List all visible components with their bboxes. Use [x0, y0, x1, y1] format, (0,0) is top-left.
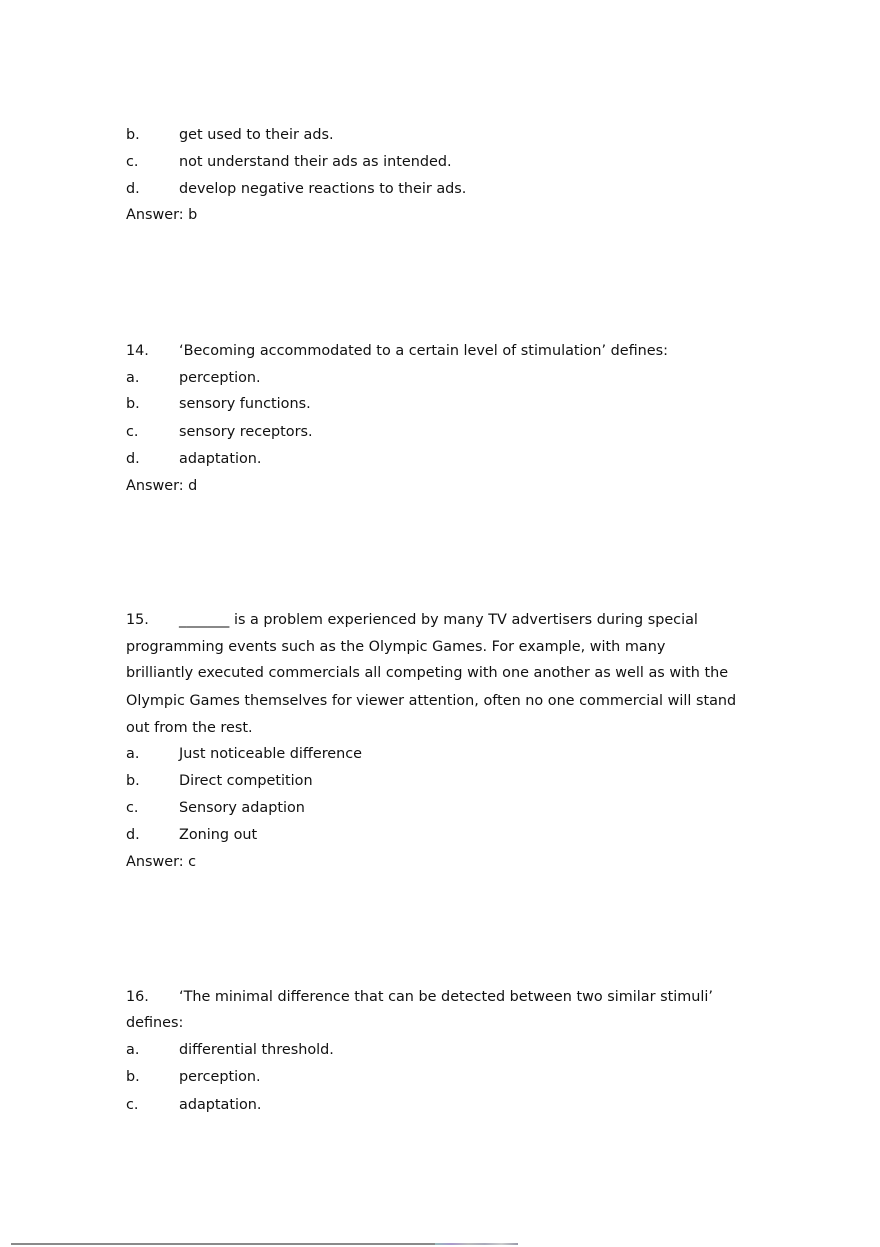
- question-number: 15.: [126, 612, 149, 628]
- option-text: sensory functions.: [179, 396, 311, 412]
- option-text: Direct competition: [179, 773, 313, 789]
- question-stem-line: Olympic Games themselves for viewer attention, often no one commercial will stand: [126, 693, 737, 709]
- option-text: develop negative reactions to their ads.: [179, 181, 467, 197]
- question-number: 16.: [126, 989, 149, 1005]
- question-stem-line: brilliantly executed commercials all competing with one another as well as with the: [126, 665, 729, 681]
- option-letter: b.: [126, 1069, 140, 1085]
- option-text: perception.: [179, 370, 261, 386]
- option-text: sensory receptors.: [179, 424, 313, 440]
- option-text: adaptation.: [179, 1097, 262, 1113]
- option-letter: c.: [126, 800, 139, 816]
- option-letter: d.: [126, 181, 140, 197]
- question-stem-line: out from the rest.: [126, 720, 253, 736]
- option-text: Just noticeable difference: [179, 746, 363, 762]
- option-letter: a.: [126, 370, 140, 386]
- page-footer-divider-end: [435, 1243, 518, 1245]
- option-text: perception.: [179, 1069, 261, 1085]
- option-text: get used to their ads.: [179, 127, 334, 143]
- answer: Answer: d: [126, 478, 198, 494]
- question-stem: ‘Becoming accommodated to a certain level of stimulation’ defines:: [179, 343, 668, 359]
- question-stem-line: programming events such as the Olympic Games. For example, with many: [126, 639, 666, 655]
- question-number: 14.: [126, 343, 149, 359]
- option-letter: b.: [126, 127, 140, 143]
- option-text: differential threshold.: [179, 1042, 334, 1058]
- question-stem-line: ‘The minimal difference that can be detected between two similar stimuli’: [179, 989, 713, 1005]
- option-text: not understand their ads as intended.: [179, 154, 452, 170]
- answer: Answer: b: [126, 207, 198, 223]
- answer: Answer: c: [126, 854, 197, 870]
- question-stem-line: defines:: [126, 1015, 184, 1031]
- option-letter: a.: [126, 1042, 140, 1058]
- option-letter: c.: [126, 424, 139, 440]
- option-text: Zoning out: [179, 827, 258, 843]
- option-letter: d.: [126, 827, 140, 843]
- option-letter: a.: [126, 746, 140, 762]
- option-letter: c.: [126, 154, 139, 170]
- option-letter: d.: [126, 451, 140, 467]
- page-footer-divider: [11, 1243, 435, 1245]
- option-text: adaptation.: [179, 451, 262, 467]
- option-text: Sensory adaption: [179, 800, 305, 816]
- question-stem-line: _______ is a problem experienced by many TV advertisers during special: [179, 612, 698, 628]
- option-letter: b.: [126, 773, 140, 789]
- option-letter: c.: [126, 1097, 139, 1113]
- option-letter: b.: [126, 396, 140, 412]
